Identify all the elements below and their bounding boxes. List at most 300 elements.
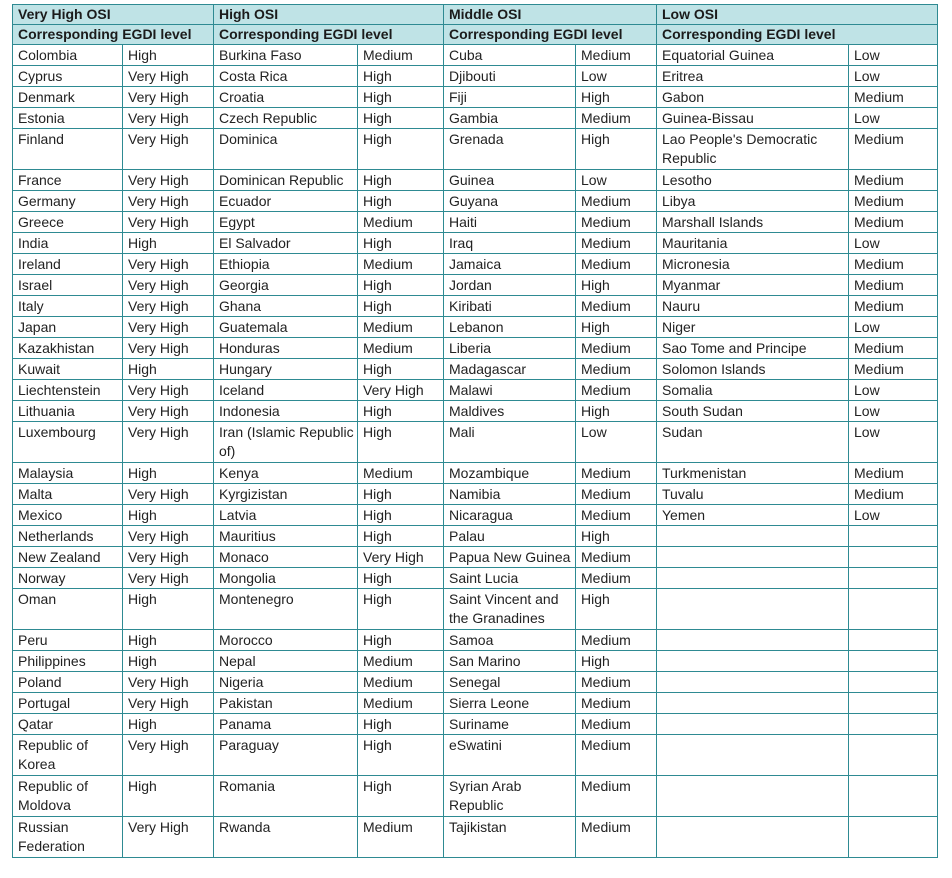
country-cell: Liechtenstein <box>13 380 123 401</box>
group-header-low: Low OSI <box>657 5 938 25</box>
country-cell: Malawi <box>444 380 576 401</box>
table-row <box>13 589 938 630</box>
country-cell: Gabon <box>657 87 849 108</box>
egdi-level-cell: Low <box>849 66 938 87</box>
egdi-level-cell: Medium <box>576 463 657 484</box>
egdi-level-cell: High <box>576 317 657 338</box>
egdi-level-cell: Very High <box>123 547 214 568</box>
egdi-level-cell <box>849 817 938 858</box>
egdi-level-cell: High <box>358 233 444 254</box>
egdi-level-cell: High <box>576 129 657 170</box>
country-cell: Croatia <box>214 87 358 108</box>
table-row <box>13 338 938 359</box>
egdi-level-cell: High <box>123 463 214 484</box>
country-cell: Palau <box>444 526 576 547</box>
egdi-level-cell: Medium <box>576 359 657 380</box>
country-cell: Lao People's Democratic Republic <box>657 129 849 170</box>
country-cell: Peru <box>13 630 123 651</box>
country-cell: India <box>13 233 123 254</box>
country-cell: Monaco <box>214 547 358 568</box>
egdi-level-cell: High <box>358 191 444 212</box>
egdi-level-cell: High <box>123 589 214 630</box>
egdi-level-cell: Low <box>849 380 938 401</box>
egdi-level-cell <box>849 526 938 547</box>
country-cell: Mozambique <box>444 463 576 484</box>
country-cell: Nepal <box>214 651 358 672</box>
country-cell: Greece <box>13 212 123 233</box>
country-cell: Luxembourg <box>13 422 123 463</box>
group-header-row <box>13 5 938 25</box>
country-cell: Kazakhistan <box>13 338 123 359</box>
country-cell: Georgia <box>214 275 358 296</box>
table-row <box>13 233 938 254</box>
egdi-level-cell: High <box>123 233 214 254</box>
egdi-level-cell <box>849 714 938 735</box>
country-cell: Sao Tome and Principe <box>657 338 849 359</box>
egdi-level-cell: High <box>576 401 657 422</box>
egdi-level-cell: Medium <box>576 735 657 776</box>
country-cell: Guyana <box>444 191 576 212</box>
egdi-level-cell: Very High <box>123 212 214 233</box>
egdi-level-cell: Medium <box>849 170 938 191</box>
table-row <box>13 170 938 191</box>
country-cell: Costa Rica <box>214 66 358 87</box>
country-cell: Sierra Leone <box>444 693 576 714</box>
country-cell: Montenegro <box>214 589 358 630</box>
egdi-level-cell: Medium <box>576 380 657 401</box>
egdi-level-cell: Very High <box>123 66 214 87</box>
egdi-level-cell: Very High <box>123 296 214 317</box>
table-row <box>13 129 938 170</box>
egdi-level-cell: Medium <box>358 672 444 693</box>
egdi-level-cell: High <box>358 296 444 317</box>
country-cell: Equatorial Guinea <box>657 45 849 66</box>
subheader-egdi-level: Corresponding EGDI level <box>657 25 938 45</box>
country-cell: Tuvalu <box>657 484 849 505</box>
egdi-level-cell <box>849 630 938 651</box>
egdi-level-cell: Very High <box>123 129 214 170</box>
country-cell: Lebanon <box>444 317 576 338</box>
egdi-level-cell: Medium <box>358 317 444 338</box>
egdi-level-cell: Medium <box>576 108 657 129</box>
egdi-level-cell: Medium <box>849 359 938 380</box>
country-cell: Madagascar <box>444 359 576 380</box>
egdi-level-cell: Medium <box>849 212 938 233</box>
subheader-egdi-level: Corresponding EGDI level <box>13 25 214 45</box>
table-row <box>13 212 938 233</box>
egdi-level-cell: Medium <box>576 296 657 317</box>
country-cell <box>657 693 849 714</box>
country-cell: Rwanda <box>214 817 358 858</box>
egdi-level-cell: Medium <box>576 254 657 275</box>
country-cell: Germany <box>13 191 123 212</box>
egdi-level-cell: Very High <box>123 735 214 776</box>
egdi-level-cell: Medium <box>576 568 657 589</box>
table-row <box>13 672 938 693</box>
country-cell: Mongolia <box>214 568 358 589</box>
egdi-level-cell: Medium <box>849 463 938 484</box>
country-cell: Marshall Islands <box>657 212 849 233</box>
egdi-level-cell: Medium <box>358 693 444 714</box>
egdi-level-cell: Medium <box>576 693 657 714</box>
egdi-level-cell: Very High <box>123 338 214 359</box>
table-row <box>13 630 938 651</box>
country-cell <box>657 589 849 630</box>
country-cell: Dominica <box>214 129 358 170</box>
table-row <box>13 296 938 317</box>
country-cell: Italy <box>13 296 123 317</box>
table-row <box>13 651 938 672</box>
egdi-level-cell: Low <box>576 422 657 463</box>
country-cell: Jordan <box>444 275 576 296</box>
egdi-level-cell: Very High <box>123 568 214 589</box>
country-cell: Nigeria <box>214 672 358 693</box>
country-cell: Denmark <box>13 87 123 108</box>
egdi-level-cell: Medium <box>358 817 444 858</box>
country-cell: Indonesia <box>214 401 358 422</box>
egdi-level-cell: Medium <box>358 254 444 275</box>
table-row <box>13 526 938 547</box>
country-cell: San Marino <box>444 651 576 672</box>
country-cell: Estonia <box>13 108 123 129</box>
table-row <box>13 45 938 66</box>
egdi-level-cell: Low <box>849 317 938 338</box>
country-cell: Haiti <box>444 212 576 233</box>
country-cell: Pakistan <box>214 693 358 714</box>
egdi-level-cell <box>849 651 938 672</box>
egdi-level-cell: High <box>358 714 444 735</box>
country-cell <box>657 630 849 651</box>
country-cell <box>657 526 849 547</box>
table-row <box>13 317 938 338</box>
country-cell: Egypt <box>214 212 358 233</box>
egdi-level-cell: High <box>358 275 444 296</box>
country-cell: Maldives <box>444 401 576 422</box>
country-cell: eSwatini <box>444 735 576 776</box>
egdi-level-cell: Medium <box>576 191 657 212</box>
egdi-level-cell: Low <box>576 170 657 191</box>
egdi-level-cell: Very High <box>123 526 214 547</box>
egdi-level-cell <box>849 568 938 589</box>
country-cell: El Salvador <box>214 233 358 254</box>
country-cell: Turkmenistan <box>657 463 849 484</box>
egdi-level-cell: Low <box>849 108 938 129</box>
table-row <box>13 714 938 735</box>
country-cell: Panama <box>214 714 358 735</box>
egdi-level-cell: High <box>123 776 214 817</box>
table-row <box>13 693 938 714</box>
country-cell: Burkina Faso <box>214 45 358 66</box>
egdi-level-cell: Medium <box>576 484 657 505</box>
country-cell: Samoa <box>444 630 576 651</box>
egdi-level-cell: Medium <box>576 45 657 66</box>
country-cell: Namibia <box>444 484 576 505</box>
group-header-high: High OSI <box>214 5 444 25</box>
egdi-level-cell: Medium <box>849 296 938 317</box>
country-cell: Senegal <box>444 672 576 693</box>
country-cell: France <box>13 170 123 191</box>
country-cell: Eritrea <box>657 66 849 87</box>
egdi-level-cell: Very High <box>123 484 214 505</box>
egdi-level-cell: High <box>358 589 444 630</box>
egdi-level-cell: Medium <box>576 714 657 735</box>
country-cell: Papua New Guinea <box>444 547 576 568</box>
egdi-level-cell: High <box>123 630 214 651</box>
egdi-level-cell: High <box>358 108 444 129</box>
country-cell: Tajikistan <box>444 817 576 858</box>
country-cell: Nicaragua <box>444 505 576 526</box>
egdi-level-cell: High <box>576 87 657 108</box>
egdi-level-cell: High <box>358 568 444 589</box>
table-row <box>13 66 938 87</box>
country-cell: Yemen <box>657 505 849 526</box>
table-row <box>13 254 938 275</box>
egdi-level-cell: High <box>358 630 444 651</box>
country-cell: Kyrgizistan <box>214 484 358 505</box>
table-row <box>13 422 938 463</box>
table-row <box>13 463 938 484</box>
group-header-very-high: Very High OSI <box>13 5 214 25</box>
country-cell: Niger <box>657 317 849 338</box>
table-row <box>13 547 938 568</box>
country-cell: Malta <box>13 484 123 505</box>
egdi-level-cell: Very High <box>358 547 444 568</box>
table-row <box>13 568 938 589</box>
country-cell: Cuba <box>444 45 576 66</box>
country-cell: Lithuania <box>13 401 123 422</box>
egdi-level-cell: Medium <box>358 463 444 484</box>
egdi-level-cell: Medium <box>849 338 938 359</box>
country-cell: Portugal <box>13 693 123 714</box>
egdi-level-cell: Very High <box>123 275 214 296</box>
table-row <box>13 87 938 108</box>
country-cell: Mauritius <box>214 526 358 547</box>
country-cell: Grenada <box>444 129 576 170</box>
country-cell: Republic of Korea <box>13 735 123 776</box>
country-cell: Somalia <box>657 380 849 401</box>
country-cell: Saint Vincent and the Granadines <box>444 589 576 630</box>
egdi-level-cell: High <box>123 651 214 672</box>
subheader-egdi-level: Corresponding EGDI level <box>444 25 657 45</box>
egdi-level-cell: Medium <box>576 817 657 858</box>
country-cell: Colombia <box>13 45 123 66</box>
egdi-level-cell: Very High <box>123 693 214 714</box>
egdi-level-cell: Low <box>849 45 938 66</box>
country-cell: Mali <box>444 422 576 463</box>
egdi-level-cell: Low <box>576 66 657 87</box>
country-cell <box>657 776 849 817</box>
egdi-level-cell: Very High <box>123 380 214 401</box>
table-row <box>13 359 938 380</box>
country-cell: Jamaica <box>444 254 576 275</box>
country-cell: Hungary <box>214 359 358 380</box>
country-cell: Suriname <box>444 714 576 735</box>
egdi-level-cell: Medium <box>358 45 444 66</box>
country-cell: Czech Republic <box>214 108 358 129</box>
egdi-level-cell: Medium <box>576 233 657 254</box>
country-cell: Paraguay <box>214 735 358 776</box>
group-header-middle: Middle OSI <box>444 5 657 25</box>
egdi-level-cell <box>849 776 938 817</box>
egdi-level-cell: Very High <box>123 672 214 693</box>
table-row <box>13 191 938 212</box>
egdi-level-cell: Medium <box>576 630 657 651</box>
country-cell: Fiji <box>444 87 576 108</box>
egdi-level-cell: Medium <box>849 87 938 108</box>
country-cell <box>657 714 849 735</box>
egdi-level-cell: Medium <box>849 254 938 275</box>
country-cell: Romania <box>214 776 358 817</box>
country-cell <box>657 568 849 589</box>
egdi-level-cell: Very High <box>123 254 214 275</box>
egdi-level-cell: Medium <box>576 212 657 233</box>
country-cell <box>657 547 849 568</box>
egdi-level-cell: High <box>123 359 214 380</box>
egdi-level-cell: Medium <box>849 191 938 212</box>
egdi-level-cell: High <box>576 651 657 672</box>
country-cell <box>657 817 849 858</box>
country-cell: Kenya <box>214 463 358 484</box>
egdi-level-cell <box>849 672 938 693</box>
country-cell: Cyprus <box>13 66 123 87</box>
country-cell: Qatar <box>13 714 123 735</box>
egdi-level-cell: High <box>576 589 657 630</box>
egdi-level-cell: Medium <box>849 129 938 170</box>
country-cell: Philippines <box>13 651 123 672</box>
country-cell: New Zealand <box>13 547 123 568</box>
egdi-level-cell: High <box>358 129 444 170</box>
egdi-level-cell: Medium <box>358 651 444 672</box>
egdi-level-cell: High <box>358 735 444 776</box>
country-cell: Japan <box>13 317 123 338</box>
country-cell: Honduras <box>214 338 358 359</box>
country-cell: Latvia <box>214 505 358 526</box>
country-cell: Guinea-Bissau <box>657 108 849 129</box>
egdi-level-cell: Medium <box>358 212 444 233</box>
country-cell: Syrian Arab Republic <box>444 776 576 817</box>
country-cell: Norway <box>13 568 123 589</box>
egdi-level-cell: High <box>358 66 444 87</box>
egdi-level-cell: Very High <box>123 817 214 858</box>
egdi-level-cell: Very High <box>123 401 214 422</box>
egdi-level-cell: Medium <box>358 338 444 359</box>
country-cell: Kuwait <box>13 359 123 380</box>
egdi-level-cell: High <box>123 505 214 526</box>
country-cell: Poland <box>13 672 123 693</box>
table-row <box>13 401 938 422</box>
egdi-level-cell: High <box>123 714 214 735</box>
country-cell <box>657 735 849 776</box>
country-cell: Mexico <box>13 505 123 526</box>
country-cell: Iraq <box>444 233 576 254</box>
egdi-level-cell: High <box>358 359 444 380</box>
egdi-level-cell <box>849 693 938 714</box>
country-cell: Myanmar <box>657 275 849 296</box>
egdi-level-cell: Very High <box>358 380 444 401</box>
table-row <box>13 380 938 401</box>
egdi-level-cell: Very High <box>123 422 214 463</box>
country-cell: Ethiopia <box>214 254 358 275</box>
country-cell: South Sudan <box>657 401 849 422</box>
country-cell: Guinea <box>444 170 576 191</box>
egdi-level-cell: Very High <box>123 108 214 129</box>
osi-egdi-table <box>12 4 938 858</box>
country-cell: Israel <box>13 275 123 296</box>
table-row <box>13 275 938 296</box>
egdi-level-cell: High <box>123 45 214 66</box>
country-cell: Netherlands <box>13 526 123 547</box>
country-cell: Ireland <box>13 254 123 275</box>
table-row <box>13 484 938 505</box>
country-cell: Iran (Islamic Republic of) <box>214 422 358 463</box>
country-cell <box>657 672 849 693</box>
country-cell: Ghana <box>214 296 358 317</box>
country-cell: Sudan <box>657 422 849 463</box>
egdi-level-cell: Very High <box>123 170 214 191</box>
egdi-level-cell: Low <box>849 401 938 422</box>
egdi-level-cell: High <box>358 422 444 463</box>
country-cell: Gambia <box>444 108 576 129</box>
country-cell: Republic of Moldova <box>13 776 123 817</box>
egdi-level-cell: High <box>358 526 444 547</box>
egdi-level-cell: Very High <box>123 317 214 338</box>
country-cell: Lesotho <box>657 170 849 191</box>
egdi-level-cell: High <box>358 87 444 108</box>
subheader-row <box>13 25 938 45</box>
egdi-level-cell: High <box>576 526 657 547</box>
egdi-level-cell: Very High <box>123 87 214 108</box>
country-cell: Liberia <box>444 338 576 359</box>
table-body <box>13 45 938 858</box>
egdi-level-cell <box>849 589 938 630</box>
country-cell: Libya <box>657 191 849 212</box>
country-cell <box>657 651 849 672</box>
country-cell: Malaysia <box>13 463 123 484</box>
egdi-level-cell: Medium <box>576 672 657 693</box>
egdi-level-cell: Medium <box>576 547 657 568</box>
subheader-egdi-level: Corresponding EGDI level <box>214 25 444 45</box>
table-row <box>13 817 938 858</box>
country-cell: Dominican Republic <box>214 170 358 191</box>
egdi-level-cell: Low <box>849 505 938 526</box>
country-cell: Nauru <box>657 296 849 317</box>
egdi-level-cell: High <box>358 401 444 422</box>
country-cell: Morocco <box>214 630 358 651</box>
country-cell: Finland <box>13 129 123 170</box>
egdi-level-cell: Medium <box>576 338 657 359</box>
egdi-level-cell: Medium <box>576 776 657 817</box>
country-cell: Iceland <box>214 380 358 401</box>
table-row <box>13 505 938 526</box>
egdi-level-cell: Very High <box>123 191 214 212</box>
egdi-level-cell <box>849 735 938 776</box>
egdi-level-cell: High <box>358 505 444 526</box>
country-cell: Micronesia <box>657 254 849 275</box>
country-cell: Kiribati <box>444 296 576 317</box>
egdi-level-cell: Medium <box>849 484 938 505</box>
egdi-level-cell: High <box>358 170 444 191</box>
egdi-level-cell: High <box>576 275 657 296</box>
egdi-level-cell: Low <box>849 233 938 254</box>
country-cell: Djibouti <box>444 66 576 87</box>
country-cell: Ecuador <box>214 191 358 212</box>
country-cell: Mauritania <box>657 233 849 254</box>
table-row <box>13 735 938 776</box>
egdi-level-cell: High <box>358 776 444 817</box>
country-cell: Guatemala <box>214 317 358 338</box>
country-cell: Solomon Islands <box>657 359 849 380</box>
egdi-level-cell: High <box>358 484 444 505</box>
